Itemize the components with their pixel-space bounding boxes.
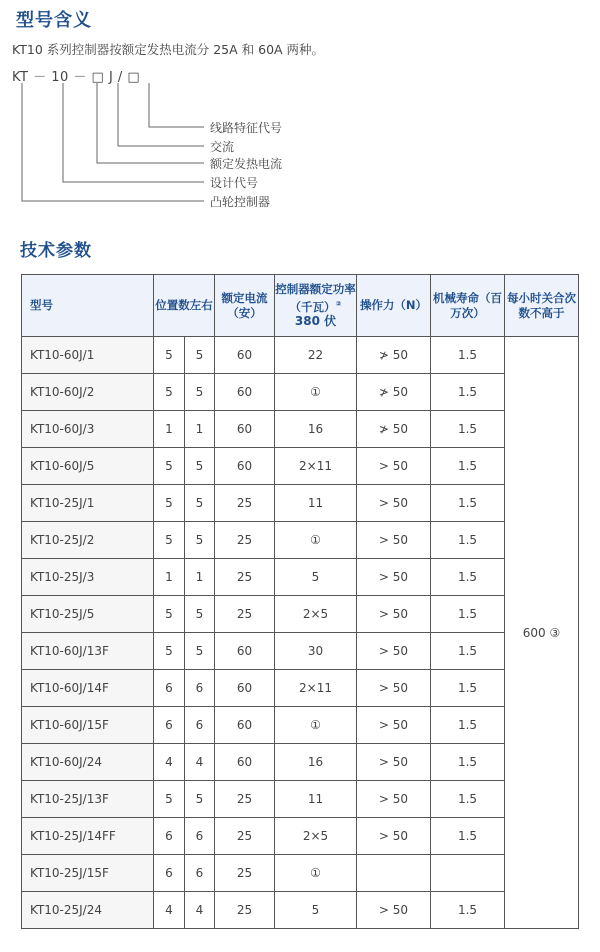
legend-ac: 交流 <box>210 140 235 154</box>
cell-power: 2×11 <box>275 448 357 485</box>
cell-position-left: 6 <box>154 855 185 892</box>
table-row <box>22 781 579 818</box>
cell-model: KT10-25J/15F <box>22 855 154 892</box>
cell-life: 1.5 <box>431 596 505 633</box>
cell-current: 25 <box>215 855 275 892</box>
cell-life: 1.5 <box>431 374 505 411</box>
header-current: 额定电流（安） <box>215 275 275 337</box>
cell-position-right: 1 <box>185 411 215 448</box>
cell-model: KT10-60J/3 <box>22 411 154 448</box>
model-code-diagram <box>0 0 600 230</box>
cell-power: 30 <box>275 633 357 670</box>
cell-position-right: 5 <box>185 448 215 485</box>
section-title-tech-params: 技术参数 <box>20 241 92 261</box>
table-row <box>22 448 579 485</box>
cell-force: > 50 <box>357 707 431 744</box>
table-row <box>22 744 579 781</box>
cell-current: 25 <box>215 596 275 633</box>
cell-model: KT10-60J/13F <box>22 633 154 670</box>
cell-power: ① <box>275 855 357 892</box>
cell-current: 25 <box>215 818 275 855</box>
cell-model: KT10-25J/13F <box>22 781 154 818</box>
cell-position-right: 5 <box>185 485 215 522</box>
cell-model: KT10-60J/14F <box>22 670 154 707</box>
table-row <box>22 707 579 744</box>
legend-cam-controller: 凸轮控制器 <box>210 195 271 209</box>
cell-position-right: 4 <box>185 744 215 781</box>
cell-force: ≯ 50 <box>357 374 431 411</box>
table-row <box>22 670 579 707</box>
cell-life: 1.5 <box>431 448 505 485</box>
table-header-row <box>22 275 579 337</box>
header-position: 位置数左右 <box>154 275 215 337</box>
cell-life: 1.5 <box>431 892 505 929</box>
cell-force <box>357 855 431 892</box>
cell-life: 1.5 <box>431 633 505 670</box>
cell-position-left: 5 <box>154 596 185 633</box>
cell-power: 2×11 <box>275 670 357 707</box>
cell-position-right: 5 <box>185 781 215 818</box>
cell-position-right: 6 <box>185 670 215 707</box>
cell-power: 11 <box>275 485 357 522</box>
cell-position-left: 5 <box>154 448 185 485</box>
cell-force: ≯ 50 <box>357 411 431 448</box>
cell-position-left: 1 <box>154 559 185 596</box>
header-power-voltage: 380 伏 <box>294 314 337 329</box>
cell-life: 1.5 <box>431 411 505 448</box>
cell-force: > 50 <box>357 596 431 633</box>
cell-current: 60 <box>215 448 275 485</box>
cell-current: 25 <box>215 559 275 596</box>
cell-life: 1.5 <box>431 818 505 855</box>
intro-text: KT10 系列控制器按额定发热电流分 25A 和 60A 两种。 <box>12 42 325 57</box>
cell-power: ① <box>275 374 357 411</box>
cell-force: > 50 <box>357 522 431 559</box>
header-power-note: ② <box>335 299 342 308</box>
table-row <box>22 818 579 855</box>
table-row <box>22 633 579 670</box>
header-ops: 每小时关合次数不高于 <box>505 275 579 337</box>
header-life: 机械寿命（百万次） <box>431 275 505 337</box>
header-force: 操作力（N） <box>357 275 431 337</box>
cell-force: > 50 <box>357 448 431 485</box>
cell-power: ① <box>275 522 357 559</box>
table-row <box>22 596 579 633</box>
cell-life: 1.5 <box>431 485 505 522</box>
cell-current: 25 <box>215 892 275 929</box>
cell-model: KT10-60J/1 <box>22 337 154 374</box>
header-power <box>275 275 357 337</box>
cell-life: 1.5 <box>431 559 505 596</box>
table-row <box>22 374 579 411</box>
cell-current: 25 <box>215 485 275 522</box>
cell-model: KT10-60J/2 <box>22 374 154 411</box>
cell-life: 1.5 <box>431 707 505 744</box>
cell-position-left: 6 <box>154 670 185 707</box>
cell-position-right: 6 <box>185 855 215 892</box>
header-model: 型号 <box>22 275 154 337</box>
cell-force: > 50 <box>357 670 431 707</box>
cell-power: ① <box>275 707 357 744</box>
legend-rated-current: 额定发热电流 <box>210 157 283 171</box>
cell-model: KT10-25J/24 <box>22 892 154 929</box>
cell-life: 1.5 <box>431 781 505 818</box>
cell-life: 1.5 <box>431 337 505 374</box>
cell-power: 22 <box>275 337 357 374</box>
cell-position-right: 6 <box>185 818 215 855</box>
cell-power: 2×5 <box>275 596 357 633</box>
cell-position-left: 5 <box>154 485 185 522</box>
cell-current: 60 <box>215 707 275 744</box>
legend-design-code: 设计代号 <box>210 176 259 190</box>
cell-current: 25 <box>215 781 275 818</box>
cell-force: > 50 <box>357 559 431 596</box>
cell-current: 25 <box>215 522 275 559</box>
cell-power: 5 <box>275 892 357 929</box>
header-power-label: 控制器额定功率（千瓦） <box>275 281 356 314</box>
cell-position-right: 5 <box>185 596 215 633</box>
cell-power: 11 <box>275 781 357 818</box>
cell-model: KT10-25J/2 <box>22 522 154 559</box>
cell-position-right: 5 <box>185 522 215 559</box>
cell-position-left: 6 <box>154 818 185 855</box>
table-row <box>22 411 579 448</box>
cell-current: 60 <box>215 633 275 670</box>
cell-position-left: 5 <box>154 781 185 818</box>
cell-model: KT10-25J/1 <box>22 485 154 522</box>
cell-force: > 50 <box>357 781 431 818</box>
cell-force: > 50 <box>357 892 431 929</box>
cell-position-right: 5 <box>185 374 215 411</box>
cell-position-left: 5 <box>154 337 185 374</box>
cell-position-left: 1 <box>154 411 185 448</box>
cell-position-right: 5 <box>185 337 215 374</box>
table-row <box>22 337 579 374</box>
cell-power: 16 <box>275 744 357 781</box>
cell-power: 5 <box>275 559 357 596</box>
cell-current: 60 <box>215 411 275 448</box>
table-row <box>22 559 579 596</box>
cell-current: 60 <box>215 337 275 374</box>
cell-force: > 50 <box>357 485 431 522</box>
spec-table <box>21 274 579 929</box>
cell-life: 1.5 <box>431 670 505 707</box>
cell-model: KT10-60J/24 <box>22 744 154 781</box>
cell-current: 60 <box>215 744 275 781</box>
cell-position-right: 1 <box>185 559 215 596</box>
cell-position-left: 5 <box>154 633 185 670</box>
cell-position-right: 4 <box>185 892 215 929</box>
cell-model: KT10-60J/15F <box>22 707 154 744</box>
cell-position-left: 5 <box>154 374 185 411</box>
table-row <box>22 522 579 559</box>
cell-life: 1.5 <box>431 522 505 559</box>
cell-force: > 50 <box>357 633 431 670</box>
cell-life: 1.5 <box>431 744 505 781</box>
cell-power: 16 <box>275 411 357 448</box>
cell-model: KT10-25J/5 <box>22 596 154 633</box>
table-row <box>22 892 579 929</box>
cell-force: > 50 <box>357 818 431 855</box>
cell-position-right: 6 <box>185 707 215 744</box>
cell-life <box>431 855 505 892</box>
cell-current: 60 <box>215 374 275 411</box>
cell-position-left: 4 <box>154 744 185 781</box>
cell-model: KT10-25J/14FF <box>22 818 154 855</box>
cell-force: ≯ 50 <box>357 337 431 374</box>
model-code: KT － 10 － □ J / □ <box>12 70 141 85</box>
cell-position-right: 5 <box>185 633 215 670</box>
legend-line-feature: 线路特征代号 <box>210 121 283 135</box>
cell-position-left: 4 <box>154 892 185 929</box>
cell-ops-per-hour: 600 ③ <box>505 337 579 929</box>
table-row <box>22 485 579 522</box>
table-row <box>22 855 579 892</box>
section-title-model-meaning: 型号含义 <box>16 10 92 31</box>
cell-model: KT10-25J/3 <box>22 559 154 596</box>
cell-position-left: 5 <box>154 522 185 559</box>
cell-position-left: 6 <box>154 707 185 744</box>
cell-model: KT10-60J/5 <box>22 448 154 485</box>
cell-power: 2×5 <box>275 818 357 855</box>
cell-current: 60 <box>215 670 275 707</box>
cell-force: > 50 <box>357 744 431 781</box>
